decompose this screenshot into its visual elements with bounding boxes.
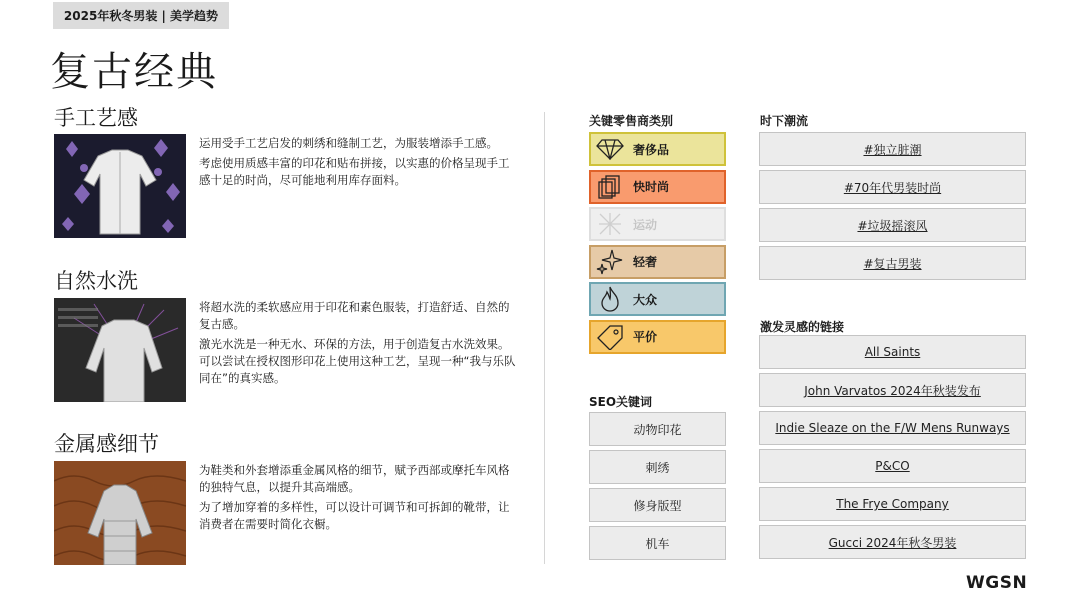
layers-icon — [593, 172, 627, 202]
retailer-category-label: 奢侈品 — [633, 142, 670, 157]
craft-shirt-image — [54, 134, 186, 238]
flame-icon — [593, 284, 627, 314]
craft-paragraph: 考虑使用质感丰富的印花和贴布拼接，以实惠的价格呈现手工感十足的时尚，尽可能地利用库存面料。 — [199, 156, 510, 187]
section-title-metal: 金属感细节 — [54, 432, 159, 456]
retailer-category-label: 快时尚 — [633, 180, 670, 194]
inspiration-link-label: John Varvatos 2024年秋装发布 — [804, 383, 981, 398]
inspiration-link-label: The Frye Company — [836, 497, 949, 511]
retailer-category-label: 轻奢 — [633, 255, 658, 269]
retailer-category-label: 平价 — [633, 330, 658, 344]
washed-description — [199, 299, 517, 390]
retailer-heading: 关键零售商类别 — [589, 114, 674, 128]
trend-hashtag-link[interactable] — [759, 132, 1026, 166]
column-divider — [544, 112, 545, 564]
washed-paragraph: 激光水洗是一种无水、环保的方法，用于创造复古水洗效果。可以尝试在授权图形印花上使用这种工艺，呈现一种“我与乐队同在”的真实感。 — [199, 337, 516, 385]
metal-paragraph: 为鞋类和外套增添重金属风格的细节，赋予西部或摩托车风格的独特气息，以提升其高端感。 — [199, 463, 510, 494]
retailer-category-label: 运动 — [633, 217, 658, 232]
inspiration-link[interactable] — [759, 525, 1026, 559]
trend-hashtag-link[interactable] — [759, 246, 1026, 280]
retailer-category-label: 大众 — [633, 292, 658, 307]
inspiration-link-label: Indie Sleaze on the F/W Mens Runways — [775, 421, 1010, 435]
trend-hashtag-link-label: #复古男装 — [863, 256, 922, 271]
section-title-craft: 手工艺感 — [54, 106, 138, 130]
inspiration-link[interactable] — [759, 335, 1026, 369]
retailer-category-button[interactable] — [589, 245, 726, 279]
seo-keyword-button[interactable] — [589, 488, 726, 522]
seo-keyword-button-label: 动物印花 — [633, 422, 682, 437]
trend-hashtag-link[interactable] — [759, 170, 1026, 204]
trend-hashtag-link[interactable] — [759, 208, 1026, 242]
links-heading: 激发灵感的链接 — [760, 320, 845, 334]
trend-hashtag-link-label: #垃圾摇滚风 — [857, 218, 928, 233]
craft-description — [199, 135, 517, 192]
washed-paragraph: 将超水洗的柔软感应用于印花和素色服装，打造舒适、自然的复古感。 — [199, 300, 510, 331]
inspiration-link[interactable] — [759, 449, 1026, 483]
seo-heading: SEO关键词 — [589, 395, 653, 409]
metal-sweater-image — [54, 461, 186, 565]
craft-paragraph: 运用受手工艺启发的刺绣和缝制工艺，为服装增添手工感。 — [199, 136, 498, 150]
retailer-category-button[interactable] — [589, 320, 726, 354]
report-tag: 2025年秋冬男装 | 美学趋势 — [53, 2, 229, 29]
seo-keyword-button[interactable] — [589, 412, 726, 446]
washed-sweatshirt-image — [54, 298, 186, 402]
diamond-icon — [593, 134, 627, 164]
trends-heading: 时下潮流 — [760, 114, 809, 128]
inspiration-link-label: Gucci 2024年秋冬男装 — [828, 535, 957, 550]
price-tag-icon — [593, 322, 627, 352]
seo-keyword-button-label: 机车 — [645, 536, 670, 551]
trend-hashtag-link-label: #独立脏潮 — [863, 142, 922, 157]
retailer-category-button[interactable] — [589, 282, 726, 316]
sparkle-icon — [593, 247, 627, 277]
metal-description — [199, 462, 517, 536]
seo-keyword-button-label: 修身版型 — [633, 498, 682, 513]
retailer-category-button[interactable] — [589, 170, 726, 204]
retailer-category-button[interactable] — [589, 132, 726, 166]
metal-paragraph: 为了增加穿着的多样性，可以设计可调节和可拆卸的靴带，让消费者在需要时简化衣橱。 — [199, 500, 510, 531]
seo-keyword-button-label: 刺绣 — [645, 460, 670, 475]
page-title: 复古经典 — [50, 49, 218, 95]
inspiration-link[interactable] — [759, 487, 1026, 521]
inspiration-link[interactable] — [759, 411, 1026, 445]
seo-keyword-button[interactable] — [589, 526, 726, 560]
inspiration-link-label: P&CO — [875, 459, 910, 473]
section-title-washed: 自然水洗 — [54, 269, 138, 293]
motion-icon — [593, 209, 627, 239]
seo-keyword-button[interactable] — [589, 450, 726, 484]
inspiration-link[interactable] — [759, 373, 1026, 407]
inspiration-link-label: All Saints — [864, 345, 921, 359]
retailer-category-button[interactable] — [589, 207, 726, 241]
wgsn-logo: WGSN — [966, 573, 1028, 593]
trend-hashtag-link-label: #70年代男装时尚 — [843, 180, 942, 195]
